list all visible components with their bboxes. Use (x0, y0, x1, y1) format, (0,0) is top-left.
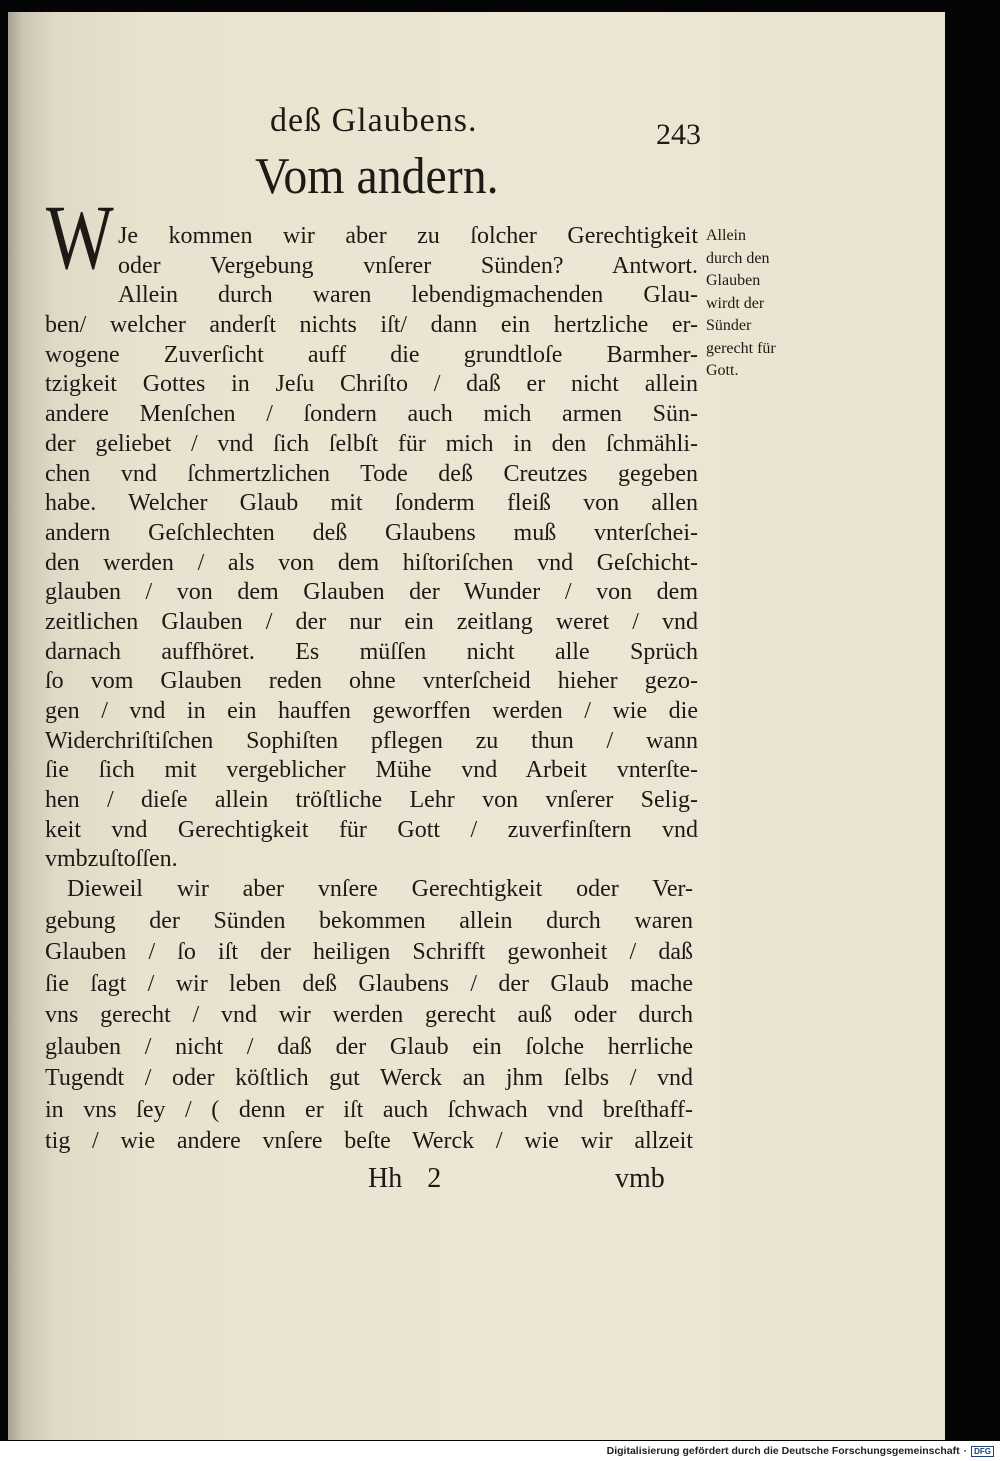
text-line: chen vnd ſchmertzlichen Tode deß Creutzes gegeben (45, 460, 698, 487)
text-line: ben/ welcher anderſt nichts iſt/ dann ein hertzliche er- (45, 312, 698, 339)
text-line: hen / dieſe allein tröſtliche Lehr von vnſerer Selig- (45, 787, 698, 814)
drop-cap: W (46, 186, 114, 288)
margin-note-line: Gott. (706, 362, 739, 379)
text-line: ſie ſagt / wir leben deß Glaubens / der Glaub mache (45, 970, 693, 997)
text-line: tig / wie andere vnſere beſte Werck / wie wir allzeit (45, 1128, 693, 1154)
text-line: habe. Welcher Glaub mit ſonderm fleiß von allen (45, 490, 698, 517)
margin-note-line: wirdt der (706, 294, 765, 312)
text-line: zeitlichen Glauben / der nur ein zeitlang weret / vnd (45, 608, 698, 635)
signature-mark: Hh 2 (368, 1163, 442, 1194)
footer-bar (0, 1441, 1000, 1461)
margin-note-line: gerecht für (706, 339, 776, 357)
text-line: Je kommen wir aber zu ſolcher Gerechtigkeit (118, 223, 698, 249)
footer-text: Digitalisierung gefördert durch die Deutsche Forschungsgemeinschaft (606, 1445, 960, 1457)
text-line: andern Geſchlechten deß Glaubens muß vnterſchei- (45, 519, 698, 546)
text-line: in vns ſey / ( denn er iſt auch ſchwach vnd breſthaff- (45, 1096, 693, 1123)
text-line: andere Menſchen / ſondern auch mich armen Sün- (45, 401, 698, 428)
footer-separator: · (963, 1445, 968, 1457)
running-head: deß Glaubens. (270, 102, 478, 139)
margin-note (706, 225, 776, 383)
text-line: ſie ſich mit vergeblicher Mühe vnd Arbeit vnterſte- (45, 757, 698, 784)
text-line: darnach auffhöret. Es müſſen nicht alle Sprüch (45, 638, 698, 665)
text-line: tzigkeit Gottes in Jeſu Chriſto / daß er nicht allein (45, 371, 698, 398)
text-line: wogene Zuverſicht auff die grundtloſe Barmher- (45, 341, 698, 368)
text-line: keit vnd Gerechtigkeit für Gott / zuverfinſtern vnd (45, 816, 698, 843)
text-line: glauben / von dem Glauben der Wunder / von dem (45, 579, 698, 606)
margin-note-line: Allein (706, 227, 746, 244)
text-line: der geliebet / vnd ſich ſelbſt für mich in den ſchmähli- (45, 430, 698, 457)
text-line: Widerchriſtiſchen Sophiſten pflegen zu thun / wann (45, 727, 698, 754)
page-number: 243 (656, 118, 701, 151)
text-line: vns gerecht / vnd wir werden gerecht auß oder durch (45, 1002, 693, 1028)
catchword: vmb (615, 1163, 665, 1194)
paragraph (45, 874, 693, 1158)
text-line: Glauben / ſo iſt der heiligen Schrifft gewonheit / daß (45, 939, 693, 965)
text-line: Dieweil wir aber vnſere Gerechtigkeit oder Ver- (67, 876, 693, 902)
text-line: gen / vnd in ein hauffen geworffen werden / wie die (45, 698, 698, 724)
text-line: den werden / als von dem hiſtoriſchen vnd Geſchicht- (45, 549, 698, 576)
text-line: oder Vergebung vnſerer Sünden? Antwort. (118, 252, 698, 279)
text-line: gebung der Sünden bekommen allein durch waren (45, 907, 693, 934)
text-line: vmbzuſtoſſen. (45, 846, 178, 873)
text-line: glauben / nicht / daß der Glaub ein ſolche herrliche (45, 1033, 693, 1060)
footer-credit (607, 1445, 994, 1457)
paragraph (45, 222, 698, 875)
text-line: ſo vom Glauben reden ohne vnterſcheid hieher gezo- (45, 668, 698, 695)
margin-note-line: durch den (706, 249, 770, 267)
margin-note-line: Sünder (706, 317, 752, 334)
text-line: Allein durch waren lebendigmachenden Glau- (118, 282, 698, 309)
dfg-logo-icon: DFG (971, 1446, 994, 1457)
text-line: Tugendt / oder köſtlich gut Werck an jhm ſelbs / vnd (45, 1065, 693, 1091)
margin-note-line: Glauben (706, 272, 761, 289)
section-title: Vom andern. (255, 148, 499, 205)
